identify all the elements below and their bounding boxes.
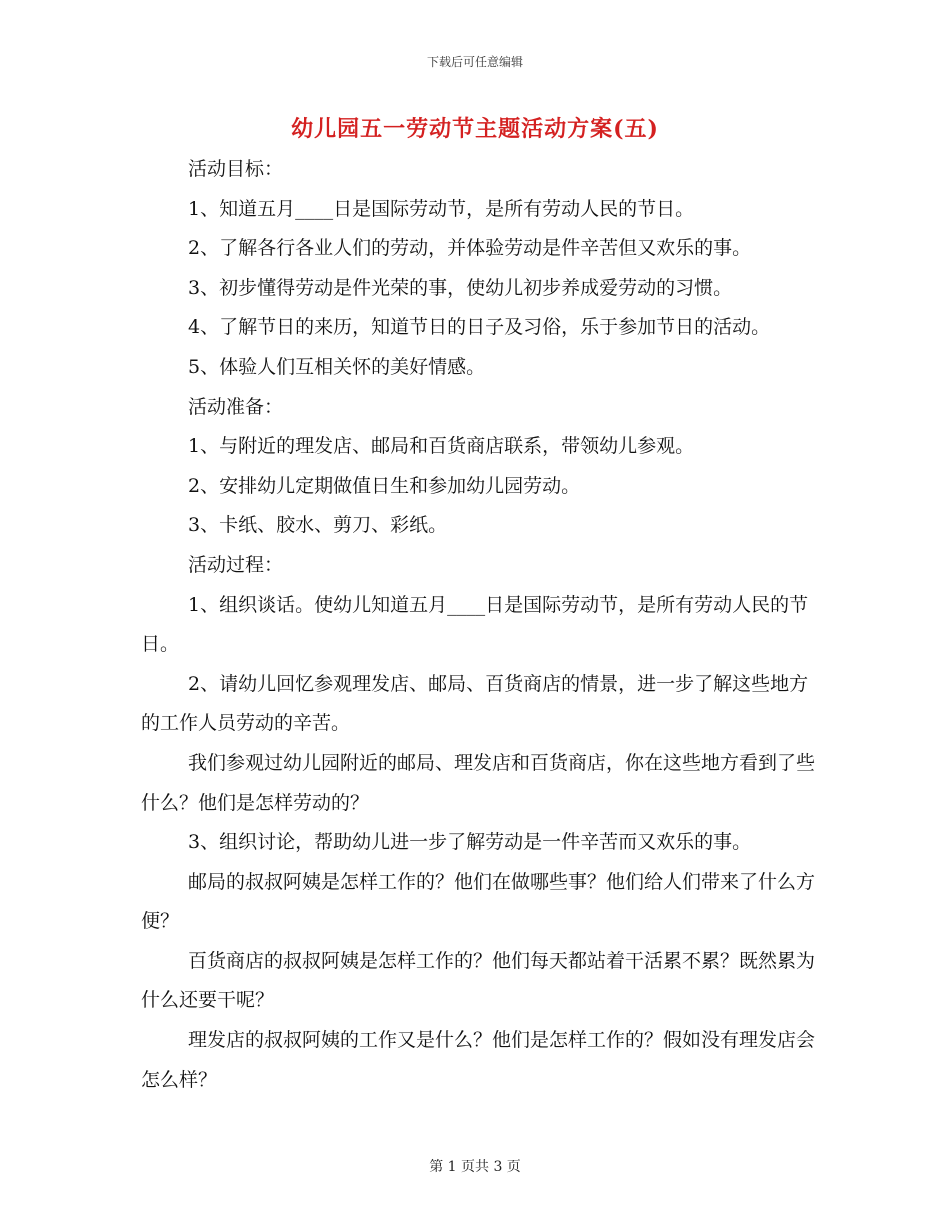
paragraph: 2、请幼儿回忆参观理发店、邮局、百货商店的情景，进一步了解这些地方的工作人员劳动的辛苦。: [141, 672, 809, 735]
document-title: 幼儿园五一劳动节主题活动方案(五): [291, 116, 659, 142]
document-body: [141, 150, 816, 1100]
paragraph: 我们参观过幼儿园附近的邮局、理发店和百货商店，你在这些地方看到了些什么？他们是怎样劳动的？: [141, 751, 816, 814]
paragraph: 2、安排幼儿定期做值日生和参加幼儿园劳动。: [188, 474, 581, 497]
paragraph: 3、卡纸、胶水、剪刀、彩纸。: [188, 514, 448, 537]
paragraph: 2、了解各行各业人们的劳动，并体验劳动是件辛苦但又欢乐的事。: [188, 237, 752, 260]
paragraph: 百货商店的叔叔阿姨是怎样工作的？他们每天都站着干活累不累？既然累为什么还要干呢？: [141, 949, 816, 1012]
section-heading-process: 活动过程：: [188, 553, 284, 576]
paragraph: 1、知道五月____日是国际劳动节，是所有劳动人民的节日。: [188, 197, 695, 220]
page-footer: 第 1 页共 3 页: [429, 1159, 521, 1175]
paragraph: 3、初步懂得劳动是件光荣的事，使幼儿初步养成爱劳动的习惯。: [188, 276, 733, 299]
paragraph: 5、体验人们互相关怀的美好情感。: [188, 355, 486, 378]
paragraph: 理发店的叔叔阿姨的工作又是什么？他们是怎样工作的？假如没有理发店会怎么样？: [141, 1029, 816, 1091]
section-heading-goals: 活动目标：: [188, 158, 284, 180]
header-note: 下载后可任意编辑: [426, 55, 523, 69]
paragraph: 1、组织谈话。使幼儿知道五月____日是国际劳动节，是所有劳动人民的节日。: [141, 593, 809, 656]
section-heading-preparation: 活动准备：: [188, 395, 284, 418]
paragraph: 1、与附近的理发店、邮局和百货商店联系，带领幼儿参观。: [188, 435, 695, 458]
paragraph: 3、组织讨论，帮助幼儿进一步了解劳动是一件辛苦而又欢乐的事。: [188, 831, 752, 854]
paragraph: 邮局的叔叔阿姨是怎样工作的？他们在做哪些事？他们给人们带来了什么方便？: [141, 870, 816, 933]
paragraph: 4、了解节日的来历，知道节日的日子及习俗，乐于参加节日的活动。: [188, 316, 771, 339]
